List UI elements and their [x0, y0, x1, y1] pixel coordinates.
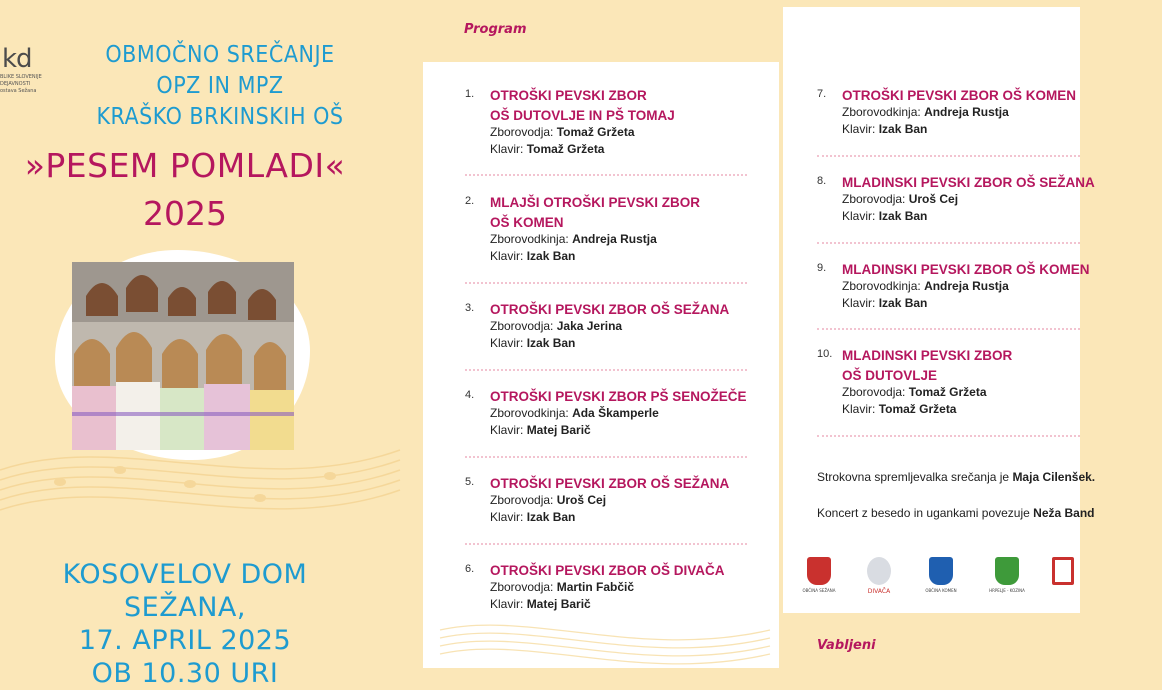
music-staff-decoration	[0, 410, 400, 550]
logo-text-line-1: BLIKE SLOVENIJE	[0, 74, 42, 80]
choir-name	[490, 561, 810, 581]
headline-line-2: OPZ IN MPZ	[156, 73, 284, 99]
sponsor-caption: DIVAČA	[867, 588, 891, 595]
choir-piano: Klavir: Matej Barič	[490, 597, 591, 611]
divider	[817, 435, 1080, 437]
choir-piano: Klavir: Tomaž Gržeta	[842, 402, 957, 416]
choir-name	[490, 193, 810, 233]
item-number: 7.	[817, 88, 827, 100]
choir-name	[842, 173, 1162, 193]
choir-name	[490, 474, 810, 494]
expert-companion-note: Strokovna spremljevalka srečanja je Maja Cilenšek.	[817, 470, 1096, 484]
choir-name-line: OŠ KOMEN	[490, 215, 564, 230]
divider	[465, 543, 747, 545]
choir-name-line: OŠ DUTOVLJE IN PŠ TOMAJ	[490, 108, 675, 123]
partner-logo-icon	[1045, 557, 1080, 585]
choir-name	[842, 86, 1162, 106]
choir-piano: Klavir: Tomaž Gržeta	[490, 142, 605, 156]
choir-leader: Zborovodkinja: Andreja Rustja	[842, 279, 1009, 293]
choir-piano: Klavir: Izak Ban	[490, 510, 576, 524]
choir-piano: Klavir: Izak Ban	[490, 249, 576, 263]
headline-line-3: KRAŠKO BRKINSKIH OŠ	[96, 104, 344, 130]
item-number: 8.	[817, 175, 827, 187]
program-tag: Program	[464, 22, 527, 37]
shield-icon	[929, 557, 953, 585]
choir-leader: Zborovodkinja: Andreja Rustja	[490, 232, 657, 246]
host-note: Koncert z besedo in ugankami povezuje Neža Band	[817, 506, 1095, 520]
item-number: 2.	[465, 195, 475, 207]
choir-name-line: OTROŠKI PEVSKI ZBOR OŠ SEŽANA	[490, 476, 730, 491]
choir-leader: Zborovodja: Uroš Cej	[842, 192, 959, 206]
choir-name-line: MLADINSKI PEVSKI ZBOR	[842, 348, 1013, 363]
shield-icon	[867, 557, 891, 585]
choir-leader: Zborovodja: Uroš Cej	[490, 493, 607, 507]
venue-line-3: OB 10.30 URI	[91, 658, 279, 689]
choir-piano: Klavir: Izak Ban	[842, 209, 928, 223]
choir-piano: Klavir: Izak Ban	[842, 122, 928, 136]
headline-line-1: OBMOČNO SREČANJE	[105, 42, 335, 68]
logo-text-line-3: ostava Sežana	[0, 88, 37, 94]
item-number: 9.	[817, 262, 827, 274]
choir-leader: Zborovodja: Tomaž Gržeta	[842, 385, 987, 399]
logo-mark-icon	[1052, 557, 1074, 585]
venue-line-1: KOSOVELOV DOM SEŽANA,	[62, 559, 308, 623]
event-year: 2025	[143, 194, 227, 233]
choir-leader: Zborovodkinja: Andreja Rustja	[842, 105, 1009, 119]
shield-icon	[807, 557, 831, 585]
komen-coat-of-arms-icon	[919, 557, 963, 593]
choir-leader: Zborovodja: Tomaž Gržeta	[490, 125, 635, 139]
choir-name-line: MLADINSKI PEVSKI ZBOR OŠ SEŽANA	[842, 175, 1095, 190]
choir-name	[490, 387, 810, 407]
music-staff-decoration	[440, 610, 770, 668]
choir-piano: Klavir: Izak Ban	[490, 336, 576, 350]
item-number: 6.	[465, 563, 475, 575]
logo-mark: kd	[2, 44, 32, 74]
sponsor-caption: OBČINA SEŽANA	[802, 588, 836, 593]
choir-leader: Zborovodja: Martin Fabčič	[490, 580, 635, 594]
divider	[817, 328, 1080, 330]
item-number: 10.	[817, 348, 833, 360]
choir-name	[842, 346, 1162, 386]
divaca-logo-icon	[857, 557, 901, 595]
choir-leader: Zborovodkinja: Ada Škamperle	[490, 406, 659, 420]
choir-name	[842, 260, 1162, 280]
divider	[817, 242, 1080, 244]
sponsor-logos	[783, 543, 1080, 613]
choir-name	[490, 300, 810, 320]
choir-leader: Zborovodja: Jaka Jerina	[490, 319, 623, 333]
item-number: 5.	[465, 476, 475, 488]
choir-piano: Klavir: Matej Barič	[490, 423, 591, 437]
item-number: 4.	[465, 389, 475, 401]
welcome-tag: Vabljeni	[817, 638, 876, 653]
item-number: 1.	[465, 88, 475, 100]
divider	[465, 174, 747, 176]
choir-name-line: OTROŠKI PEVSKI ZBOR	[490, 88, 647, 103]
choir-name-line: OTROŠKI PEVSKI ZBOR PŠ SENOŽEČE	[490, 389, 747, 404]
divider	[817, 155, 1080, 157]
choir-name-line: OTROŠKI PEVSKI ZBOR OŠ KOMEN	[842, 88, 1077, 103]
event-venue	[15, 558, 355, 690]
choir-name-line: OTROŠKI PEVSKI ZBOR OŠ DIVAČA	[490, 563, 725, 578]
divider	[465, 456, 747, 458]
event-title: »PESEM POMLADI«	[24, 146, 346, 185]
sezana-coat-of-arms-icon	[797, 557, 841, 593]
sponsor-caption: OBČINA KOMEN	[925, 588, 957, 593]
sponsor-caption: HRPELJE - KOZINA	[989, 588, 1025, 593]
choir-name-line: OŠ DUTOVLJE	[842, 368, 938, 383]
choir-name-line: MLAJŠI OTROŠKI PEVSKI ZBOR	[490, 195, 701, 210]
divider	[465, 282, 747, 284]
choir-name	[490, 86, 810, 126]
shield-icon	[995, 557, 1019, 585]
event-headline	[60, 40, 380, 133]
divider	[465, 369, 747, 371]
venue-line-2: 17. APRIL 2025	[78, 625, 292, 656]
hrpelje-kozina-coat-of-arms-icon	[985, 557, 1029, 593]
logo-text-line-2: DEJAVNOSTI	[0, 81, 31, 87]
choir-name-line: OTROŠKI PEVSKI ZBOR OŠ SEŽANA	[490, 302, 730, 317]
choir-piano: Klavir: Izak Ban	[842, 296, 928, 310]
choir-name-line: MLADINSKI PEVSKI ZBOR OŠ KOMEN	[842, 262, 1090, 277]
item-number: 3.	[465, 302, 475, 314]
